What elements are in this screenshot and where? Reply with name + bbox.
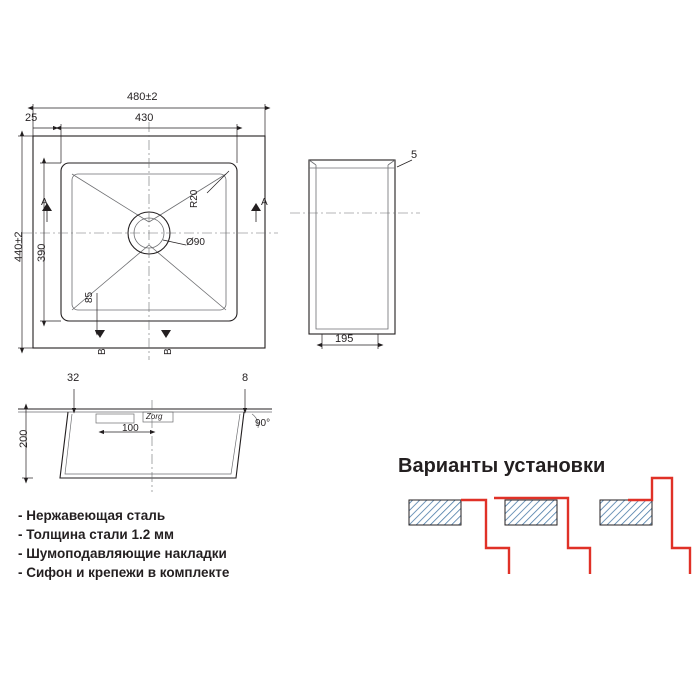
dim-overall-width: 480±2 <box>127 91 158 103</box>
section-view <box>18 389 272 492</box>
dim-corner-radius: R20 <box>189 189 200 208</box>
feature-item: - Сифон и крепежи в комплекте <box>18 565 230 580</box>
dim-base-width: 195 <box>335 333 354 345</box>
dim-drain-diameter: Ø90 <box>186 237 205 248</box>
section-mark-b-right: B <box>163 348 174 355</box>
feature-item: - Толщина стали 1.2 мм <box>18 527 174 542</box>
feature-item: - Нержавеющая сталь <box>18 508 166 523</box>
feature-list <box>18 506 229 582</box>
dim-edge-left: 25 <box>25 112 38 124</box>
dim-section-height: 200 <box>18 429 30 448</box>
top-view-dimensions <box>18 104 265 348</box>
dim-bowl-width: 430 <box>135 112 154 124</box>
dim-overall-depth: 440±2 <box>13 231 25 262</box>
dim-angle: 90° <box>255 418 271 429</box>
install-options-title: Варианты установки <box>398 455 606 477</box>
dim-bowl-depth: 390 <box>36 243 48 262</box>
side-view <box>290 160 420 349</box>
install-option-flush-mount <box>384 500 509 574</box>
dim-inner-offset: 85 <box>84 291 95 303</box>
dim-flange-right: 8 <box>242 372 249 384</box>
brand-plate-label: Zorg <box>146 412 163 421</box>
section-mark-a-left: A <box>41 197 48 208</box>
install-options <box>384 478 690 574</box>
install-option-undermount <box>600 478 690 574</box>
feature-item: - Шумоподавляющие накладки <box>18 546 227 561</box>
section-mark-b-left: B <box>97 348 108 355</box>
dim-rim-thickness: 5 <box>411 149 418 161</box>
dim-flange-left: 32 <box>67 372 80 384</box>
dim-overflow-width: 100 <box>122 423 139 434</box>
section-mark-a-right: A <box>261 197 268 208</box>
top-view <box>22 122 278 360</box>
